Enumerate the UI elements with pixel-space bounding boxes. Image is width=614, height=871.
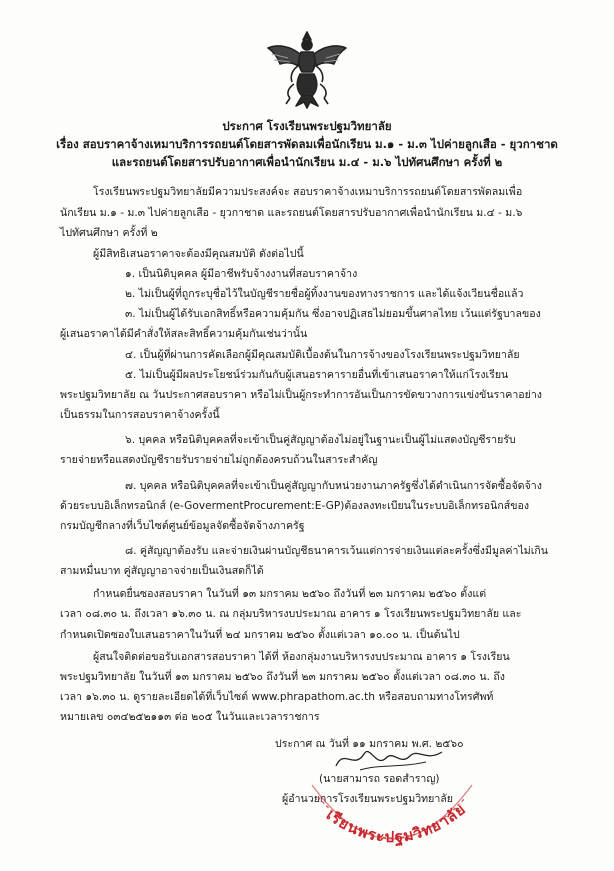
announcement-subject: เรื่อง สอบราคาจ้างเหมาบริการรถยนต์โดยสารพัดลมเพื่อนักเรียน ม.๑ - ม.๓ ไปค่ายลูกเสือ - ยุวกาชาด <box>56 137 558 151</box>
schedule-line-2: เวลา ๐๘.๓๐ น. ถึงเวลา ๑๖.๓๐ น. ณ กลุ่มบริหารงบประมาณ อาคาร ๑ โรงเรียนพระปฐมวิทยาลัย และ <box>60 608 522 620</box>
intro-line-1: โรงเรียนพระปฐมวิทยาลัยมีความประสงค์จะ สอบราคาจ้างเหมาบริการรถยนต์โดยสารพัดลมเพื่อ <box>93 186 523 198</box>
signer-title: ผู้อำนวยการโรงเรียนพระปฐมวิทยาลัย <box>282 793 453 805</box>
qualification-item-5-cont-1: พระปฐมวิทยาลัย ณ วันประกาศสอบราคา หรือไม่เป็นผู้กระทำการอันเป็นการขัดขวางการแข่งขันราคาอย่าง <box>60 389 542 401</box>
qualification-item-7: ๗. บุคคล หรือนิติบุคคลที่จะเข้าเป็นคู่สัญญากับหน่วยงานภาครัฐซึ่งได้ดำเนินการจัดซื้อจัดจ้าง <box>125 480 542 492</box>
qualification-item-2: ๒. ไม่เป็นผู้ที่ถูกระบุชื่อไว้ในบัญชีรายชื่อผู้ทิ้งงานของทางราชการ และได้แจ้งเวียนชื่อแล้ว <box>125 288 524 300</box>
qualification-item-6: ๖. บุคคล หรือนิติบุคคลที่จะเข้าเป็นคู่สัญญาต้องไม่อยู่ในฐานะเป็นผู้ไม่แสดงบัญชีรายรับ <box>125 434 516 446</box>
contact-line-1: ผู้สนใจติดต่อขอรับเอกสารสอบราคา ได้ที่ ห้องกลุ่มงานบริหารงบประมาณ อาคาร ๑ โรงเรียน <box>93 651 510 663</box>
announcement-date: ประกาศ ณ วันที่ ๑๑ มกราคม พ.ศ. ๒๕๖๐ <box>275 738 464 750</box>
qualification-item-3-cont: ผู้เสนอราคาได้มีคำสั่งให้สละสิทธิ์ความคุ้มกันเช่นว่านั้น <box>60 328 308 340</box>
intro-line-3: ไปทัศนศึกษา ครั้งที่ ๒ <box>60 227 158 239</box>
qualification-item-7-cont-1: ด้วยระบบอิเล็กทรอนิกส์ (e-GovermentProcurement:E-GP)ต้องลงทะเบียนในระบบอิเล็กทรอนิกส์ของ <box>60 500 530 512</box>
announcement-subject-continued: และรถยนต์โดยสารปรับอากาศเพื่อนำนักเรียน ม.๔ - ม.๖ ไปทัศนศึกษา ครั้งที่ ๒ <box>111 155 503 169</box>
intro-line-2: นักเรียน ม.๑ - ม.๓ ไปค่ายลูกเสือ - ยุวกาชาด และรถยนต์โดยสารปรับอากาศเพื่อนำนักเรียน ม.๔ - ม.๖ <box>60 207 523 219</box>
qualification-item-5: ๕. ไม่เป็นผู้มีผลประโยชน์ร่วมกันกับผู้เสนอราคารายอื่นที่เข้าเสนอราคาให้แก่โรงเรียน <box>125 369 509 381</box>
garuda-emblem-icon <box>262 28 352 110</box>
qualification-item-3: ๓. ไม่เป็นผู้ได้รับเอกสิทธิ์หรือความคุ้มกัน ซึ่งอาจปฏิเสธไม่ยอมขึ้นศาลไทย เว้นแต่รัฐบาลของ <box>125 308 541 320</box>
announcement-title: ประกาศ โรงเรียนพระปฐมวิทยาลัย <box>222 119 392 133</box>
qualification-item-7-cont-2: กรมบัญชีกลางที่เว็บไซต์ศูนย์ข้อมูลจัดซื้อจัดจ้างภาครัฐ <box>60 520 305 532</box>
contact-line-3: เวลา ๑๖.๓๐ น. ดูรายละเอียดได้ที่เว็บไซต์ www.phrapathom.ac.th หรือสอบถามทางโทรศัพท์ <box>60 691 494 703</box>
qualification-item-5-cont-2: เป็นธรรมในการสอบราคาจ้างครั้งนี้ <box>60 409 220 421</box>
qualification-item-6-cont: รายจ่ายหรือแสดงบัญชีรายรับรายจ่ายไม่ถูกต้องครบถ้วนในสาระสำคัญ <box>60 454 378 466</box>
qualification-item-1: ๑. เป็นนิติบุคคล ผู้มีอาชีพรับจ้างงานที่สอบราคาจ้าง <box>125 268 358 280</box>
qualification-item-8-cont: สามหมื่นบาท คู่สัญญาอาจจ่ายเป็นเงินสดก็ได้ <box>60 565 264 577</box>
signer-name: (นายสามารถ รอดสำราญ) <box>319 773 440 785</box>
svg-text:เรียนพระปฐมวิทยาลัย: เรียนพระปฐมวิทยาลัย <box>322 799 470 847</box>
qualifications-title: ผู้มีสิทธิเสนอราคาจะต้องมีคุณสมบัติ ดังต่อไปนี้ <box>93 248 304 260</box>
schedule-line-1: กำหนดยื่นซองสอบราคา ในวันที่ ๑๓ มกราคม ๒๕๖๐ ถึงวันที่ ๒๓ มกราคม ๒๕๖๐ ตั้งแต่ <box>93 588 487 600</box>
qualification-item-8: ๘. คู่สัญญาต้องรับ และจ่ายเงินผ่านบัญชีธนาคารเว้นแต่การจ่ายเงินแต่ละครั้งซึ่งมีมูลค่าไม่เกิน <box>125 545 549 557</box>
qualification-item-4: ๔. เป็นผู้ที่ผ่านการคัดเลือกผู้มีคุณสมบัติเบื้องต้นในการจ้างของโรงเรียนพระปฐมวิทยาลัย <box>125 349 520 361</box>
schedule-line-3: กำหนดเปิดซองใบเสนอราคาในวันที่ ๒๔ มกราคม ๒๕๖๐ ตั้งแต่เวลา ๑๐.๐๐ น. เป็นต้นไป <box>60 629 460 641</box>
contact-line-4: หมายเลข ๐๓๔๒๕๒๑๑๓ ต่อ ๒๐๕ ในวันและเวลาราชการ <box>60 711 320 723</box>
contact-line-2: พระปฐมวิทยาลัย ในวันที่ ๑๓ มกราคม ๒๕๖๐ ถึงวันที่ ๒๓ มกราคม ๒๕๖๐ ตั้งแต่เวลา ๐๘.๓๐ น. ถึง <box>60 671 505 683</box>
school-stamp-icon <box>310 783 474 865</box>
